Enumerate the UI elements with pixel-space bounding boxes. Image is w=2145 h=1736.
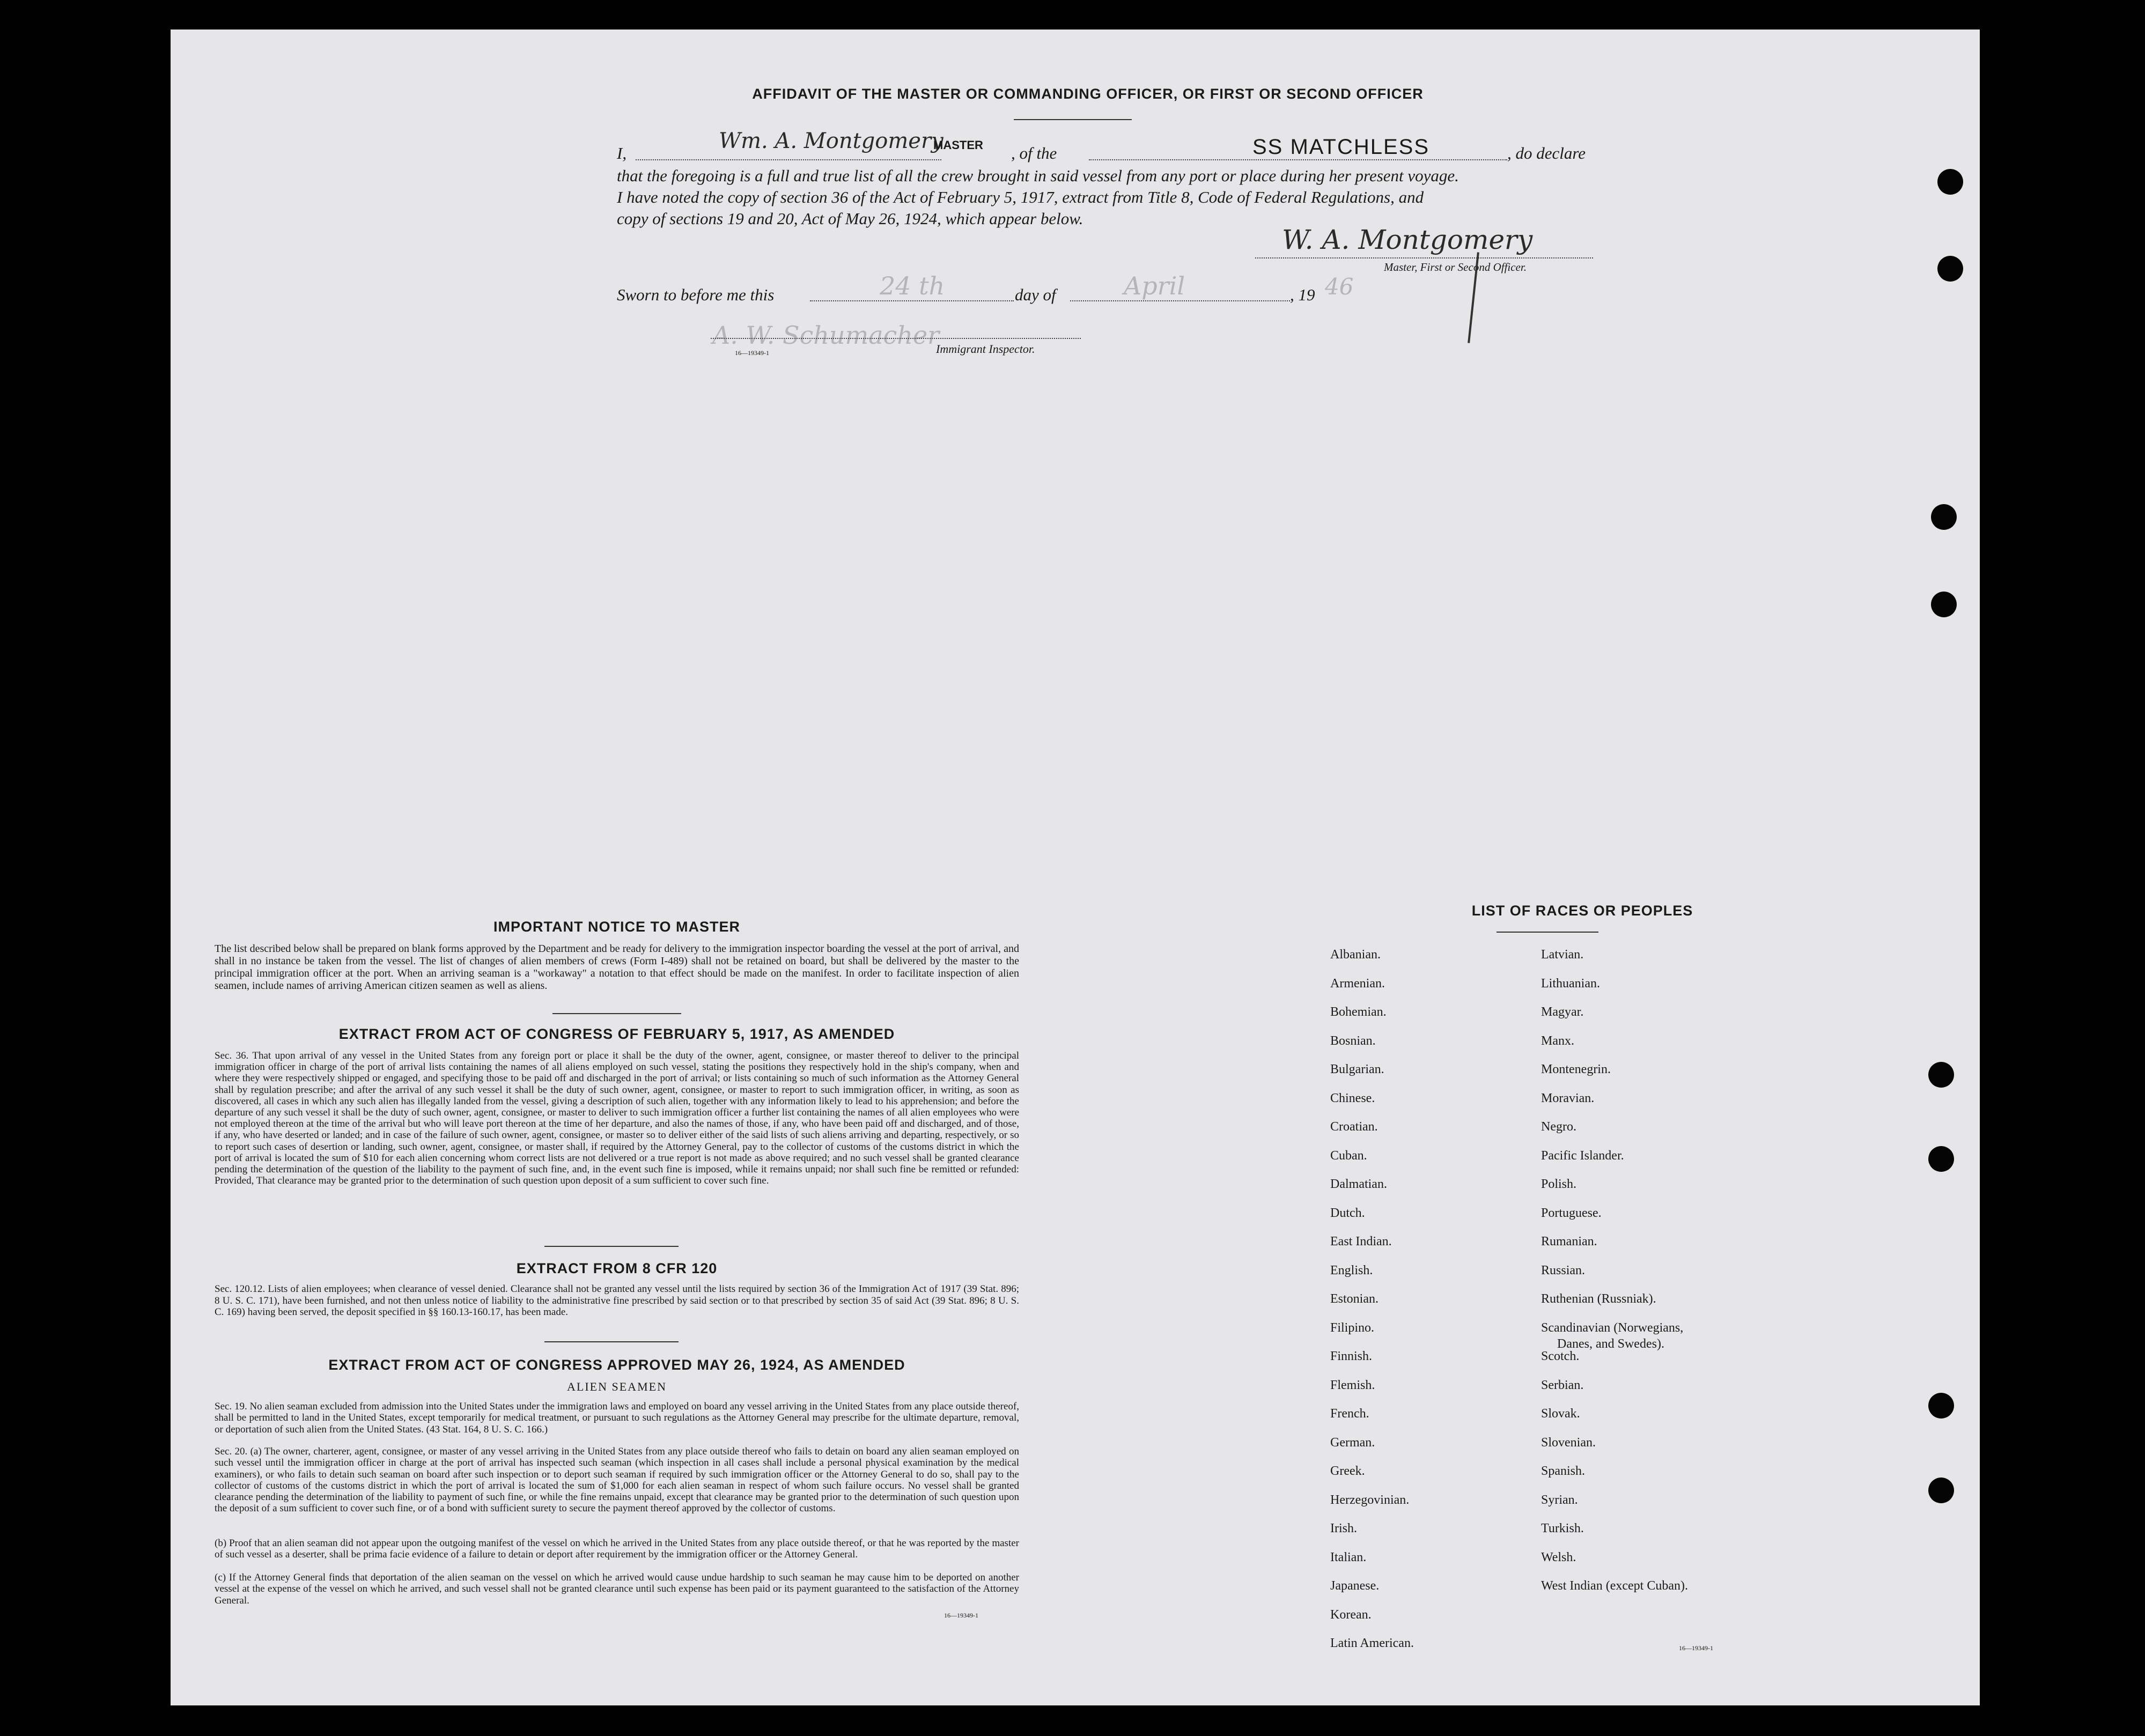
race-item: Turkish. (1541, 1521, 1584, 1535)
name-line (636, 159, 941, 160)
race-item: Albanian. (1330, 948, 1381, 962)
year-value: 46 (1325, 274, 1354, 300)
form-number: 16—19349-1 (735, 349, 769, 357)
race-item: Polish. (1541, 1177, 1577, 1191)
race-item: Croatian. (1330, 1120, 1378, 1134)
divider (1014, 119, 1132, 120)
race-item: Flemish. (1330, 1378, 1375, 1392)
day-value: 24 th (880, 271, 945, 300)
month-line (1070, 300, 1290, 301)
affidavit-line-2: that the foregoing is a full and true list of all the crew brought in said vessel from any port or place during her present voyage. (617, 166, 1459, 185)
race-item: Bosnian. (1330, 1033, 1376, 1048)
year-prefix: , 19 (1290, 285, 1315, 304)
sworn-text: Sworn to before me this (617, 285, 775, 304)
inspector-signature: A. W. Schumacher (712, 321, 940, 350)
binder-hole (1931, 504, 1957, 530)
affidavit-title: AFFIDAVIT OF THE MASTER OR COMMANDING OFFICER, OR FIRST OR SECOND OFFICER (752, 86, 1424, 102)
form-number: 16—19349-1 (1679, 1644, 1713, 1652)
binder-hole (1937, 169, 1963, 195)
day-line (810, 300, 1014, 301)
race-item: Moravian. (1541, 1091, 1595, 1105)
affidavit-line-3: I have noted the copy of section 36 of the Act of February 5, 1917, extract from Title 8, Code of Federal Regulations, and (617, 188, 1424, 206)
binder-hole (1928, 1478, 1954, 1503)
master-signature: W. A. Montgomery (1282, 224, 1533, 255)
race-item: Cuban. (1330, 1148, 1367, 1163)
divider (544, 1246, 679, 1247)
race-item: Montenegrin. (1541, 1062, 1611, 1076)
sec-20c-body: (c) If the Attorney General finds that deportation of the alien seaman on the vessel on which he arrived would cause undue hardship to such seaman he may cause him to be deported on another vessel at the expense of the vessel on which he arrived, and such vessel shall not be granted clearance until such expense has been paid or its payment guaranteed to the satisfaction of the Attorney General. (215, 1572, 1019, 1606)
inspector-caption: Immigrant Inspector. (936, 342, 1035, 356)
race-item: Korean. (1330, 1607, 1372, 1622)
race-item: Serbian. (1541, 1378, 1584, 1392)
of-the-text: , of the (1011, 144, 1057, 162)
race-item: Estonian. (1330, 1292, 1379, 1306)
race-item: Slovak. (1541, 1407, 1580, 1421)
races-title: LIST OF RACES OR PEOPLES (1471, 903, 1693, 919)
race-item: Slovenian. (1541, 1435, 1596, 1450)
race-item: Japanese. (1330, 1579, 1380, 1593)
race-item: East Indian. (1330, 1235, 1392, 1249)
race-item: Chinese. (1330, 1091, 1375, 1105)
sec-20a-body: Sec. 20. (a) The owner, charterer, agent, consignee, or master of any vessel arriving in the United States from any place outside thereof who fails to detain on board any alien seaman employed on such vessel until the immigration officer in charge at the port of arrival has inspected such seaman (which inspection in all cases shall include a personal physical examination by the medical examiners), or who fails to detain such seaman on board after such inspection or to deport such seaman if required by such immigration officer or the Attorney General to do so, shall pay to the collector of customs of the customs district in which the port of arrival is located the sum of $1,000 for each alien seaman in respect of whom such failure occurs. No vessel shall be granted clearance pending the determination of the liability to payment of such fine, or while the fine remains unpaid, except that clearance may be granted prior to the determination of such question upon the deposit of a sum sufficient to cover such fine, or of a bond with sufficient surety to secure the payment thereof approved by the collector of customs. (215, 1446, 1019, 1515)
divider (552, 1013, 681, 1014)
notice-title: IMPORTANT NOTICE TO MASTER (493, 919, 740, 935)
race-item: Lithuanian. (1541, 976, 1600, 991)
rank-text: MASTER (933, 138, 983, 152)
race-item: Rumanian. (1541, 1235, 1597, 1249)
race-item: Spanish. (1541, 1464, 1586, 1478)
race-item: Scandinavian (Norwegians, (1541, 1320, 1684, 1335)
race-item: Manx. (1541, 1033, 1574, 1048)
form-number: 16—19349-1 (944, 1612, 978, 1619)
race-item: Herzegovinian. (1330, 1493, 1410, 1507)
race-item: Bohemian. (1330, 1005, 1387, 1019)
race-item: Dutch. (1330, 1206, 1365, 1220)
race-item: Dalmatian. (1330, 1177, 1387, 1191)
race-item: Danes, and Swedes). (1557, 1336, 1664, 1351)
race-item: Pacific Islander. (1541, 1148, 1624, 1163)
master-name: Wm. A. Montgomery (719, 129, 943, 153)
signature-line (1255, 257, 1593, 258)
race-item: Russian. (1541, 1263, 1586, 1277)
do-declare-text: , do declare (1507, 144, 1586, 162)
divider (1497, 932, 1598, 933)
race-item: Filipino. (1330, 1320, 1375, 1335)
race-item: Irish. (1330, 1521, 1357, 1535)
race-item: West Indian (except Cuban). (1541, 1579, 1688, 1593)
signature-caption: Master, First or Second Officer. (1384, 261, 1527, 274)
race-item: Scotch. (1541, 1349, 1580, 1363)
binder-hole (1928, 1062, 1954, 1088)
race-item: Italian. (1330, 1550, 1367, 1564)
race-item: Negro. (1541, 1120, 1576, 1134)
race-item: Latvian. (1541, 948, 1584, 962)
race-item: Bulgarian. (1330, 1062, 1384, 1076)
month-value: April (1124, 271, 1185, 300)
binder-hole (1931, 592, 1957, 617)
race-item: English. (1330, 1263, 1373, 1277)
extract-1917-body: Sec. 36. That upon arrival of any vessel in the United States from any foreign port or place it shall be the duty of the owner, agent, consignee, or master thereof to deliver to the principal immigration officer in charge of the port of arrival lists containing the names of all aliens employed on such vessel, stating the positions they respectively hold in the ship's company, when and where they were respectively shipped or engaged, and specifying those to be paid off and discharged in the port of arrival; or lists containing so much of such information as the Attorney General shall by regulation prescribe; and after the arrival of any such vessel it shall be the duty of such owner, agent, consignee, or master to report to such immigration officer, in writing, as soon as discovered, all cases in which any such alien has illegally landed from the vessel, giving a description of such alien, together with any information likely to lead to his apprehension; and before the departure of any such vessel it shall be the duty of such owner, agent, consignee, or master to deliver to such immigration officer a further list containing the names of all alien employees who were not employed thereon at the time of the arrival but who will leave port thereon at the time of her departure, and also the names of those, if any, who have been paid off and discharged, and of those, if any, who have deserted or landed; and in case of the failure of such owner, agent, consignee, or master so to deliver either of the said lists of such aliens arriving and departing, respectively, or so to report such cases of desertion or landing, such owner, agent, consignee, or master shall, if required by the Attorney General, pay to the collector of customs of the customs district in which the port of arrival is located the sum of $10 for each alien concerning whom correct lists are not delivered or a true report is not made as above required; and no such vessel shall be granted clearance pending the determination of the question of the liability to the payment of such fine, and, in the event such fine is imposed, while it remains unpaid; nor shall such fine be remitted or refunded: Provided, That clearance may be granted prior to the determination of such question upon deposit of a sum sufficient to cover such fine. (215, 1050, 1019, 1187)
race-item: Finnish. (1330, 1349, 1373, 1363)
extract-cfr-title: EXTRACT FROM 8 CFR 120 (516, 1260, 718, 1276)
binder-hole (1928, 1146, 1954, 1172)
race-item: French. (1330, 1407, 1369, 1421)
binder-hole (1928, 1393, 1954, 1419)
race-item: Greek. (1330, 1464, 1365, 1478)
race-item: Magyar. (1541, 1005, 1584, 1019)
extract-1924-title: EXTRACT FROM ACT OF CONGRESS APPROVED MAY 26, 1924, AS AMENDED (328, 1357, 905, 1373)
notice-body: The list described below shall be prepared on blank forms approved by the Department and be ready for delivery to the immigration inspector boarding the vessel at the port of arrival, and shall in no instance be taken from the vessel. The list of changes of alien members of crews (Form I-489) shall not be retained on board, but shall be delivered by the master to the principal immigration officer at the port. When an arriving seaman is a "workaway" a notation to that effect should be made on the manifest. In order to facilitate inspection of alien seamen, include names of arriving American citizen seamen as well as aliens. (215, 943, 1019, 992)
race-item: Latin American. (1330, 1636, 1414, 1650)
race-item: Armenian. (1330, 976, 1385, 991)
inspector-line (711, 338, 1081, 339)
day-of-text: day of (1015, 285, 1056, 304)
vessel-name: SS MATCHLESS (1252, 135, 1429, 159)
divider (544, 1341, 679, 1342)
vessel-line (1089, 159, 1507, 160)
race-item: Welsh. (1541, 1550, 1576, 1564)
race-item: Ruthenian (Russniak). (1541, 1292, 1656, 1306)
sec-19-body: Sec. 19. No alien seaman excluded from admission into the United States under the immigration laws and employed on board any vessel arriving in the United States from any place outside thereof, shall be permitted to land in the United States, except temporarily for medical treatment, or pursuant to such regulations as the Attorney General may prescribe for the ultimate departure, removal, or deportation of such alien from the United States. (43 Stat. 164, 8 U. S. C. 166.) (215, 1401, 1019, 1435)
affidavit-i: I, (617, 144, 627, 162)
alien-seamen-subtitle: ALIEN SEAMEN (567, 1380, 667, 1393)
race-item: German. (1330, 1435, 1375, 1450)
extract-cfr-body: Sec. 120.12. Lists of alien employees; when clearance of vessel denied. Clearance shall not be granted any vessel until the lists required by section 36 of the Immigration Act of 1917 (39 Stat. 896; 8 U. S. C. 171), have been furnished, and not then unless notice of liability to the administrative fine prescribed by said section or to that prescribed by section 35 of said Act (39 Stat. 896; 8 U. S. C. 169) having been served, the deposit specified in §§ 160.13-160.17, has been made. (215, 1283, 1019, 1318)
race-item: Syrian. (1541, 1493, 1578, 1507)
affidavit-line-4: copy of sections 19 and 20, Act of May 26, 1924, which appear below. (617, 209, 1083, 228)
extract-1917-title: EXTRACT FROM ACT OF CONGRESS OF FEBRUARY 5, 1917, AS AMENDED (338, 1026, 895, 1042)
binder-hole (1937, 256, 1963, 282)
race-item: Portuguese. (1541, 1206, 1602, 1220)
sec-20b-body: (b) Proof that an alien seaman did not appear upon the outgoing manifest of the vessel on which he arrived in the United States from any place outside thereof, or that he was reported by the master of such vessel as a deserter, shall be prima facie evidence of a failure to detain or deport after requirement by the immigration officer or the Attorney General. (215, 1538, 1019, 1561)
